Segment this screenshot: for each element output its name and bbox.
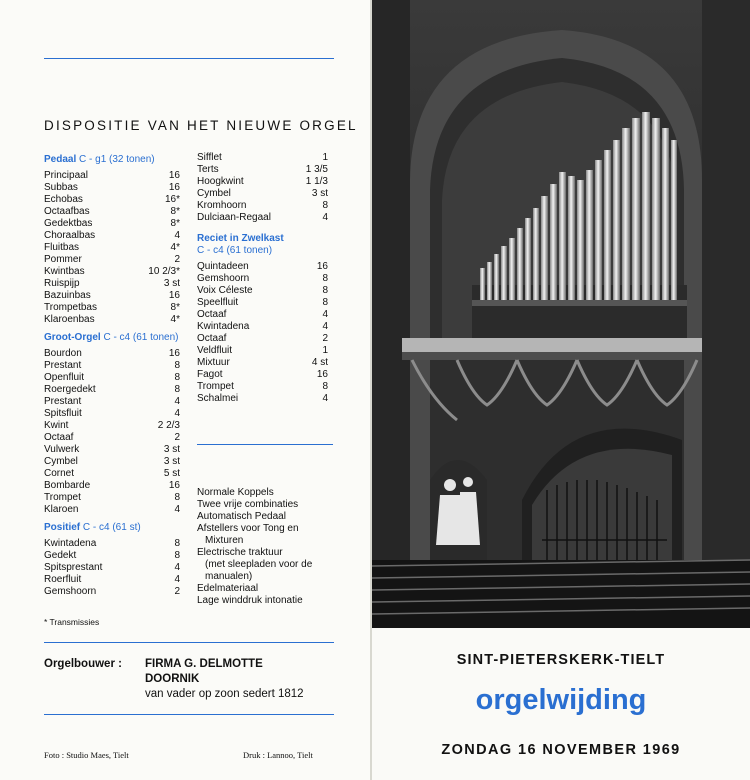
builder-block bbox=[145, 657, 304, 702]
stop-row bbox=[197, 297, 328, 309]
stop-name: Gedekt bbox=[44, 550, 77, 561]
stop-row bbox=[44, 384, 180, 396]
features-list bbox=[197, 487, 337, 607]
feature-item: Electrische traktuur bbox=[197, 547, 283, 558]
stop-name: Kwintadena bbox=[197, 321, 250, 332]
stop-name: Ruispijp bbox=[44, 278, 80, 289]
stop-row bbox=[44, 206, 180, 218]
stop-name: Octaaf bbox=[197, 333, 227, 344]
stop-value: 8 bbox=[174, 538, 180, 549]
stop-row bbox=[44, 302, 180, 314]
section-groot-orgel-header: Groot-Orgel C - c4 (61 tonen) bbox=[44, 332, 179, 343]
feature-item: Automatisch Pedaal bbox=[197, 511, 286, 522]
stop-value: 8 bbox=[322, 297, 328, 308]
stop-name: Choraalbas bbox=[44, 230, 96, 241]
stop-value: 16 bbox=[168, 170, 180, 181]
stop-value: 3 st bbox=[163, 456, 180, 467]
stop-value: 3 st bbox=[163, 444, 180, 455]
stop-name: Bazuinbas bbox=[44, 290, 91, 301]
stop-name: Gedektbas bbox=[44, 218, 93, 229]
stop-row bbox=[197, 152, 328, 164]
stop-row bbox=[197, 273, 328, 285]
stop-value: 8* bbox=[170, 218, 180, 229]
stop-name: Trompetbas bbox=[44, 302, 97, 313]
pedaal-stop-list bbox=[44, 170, 180, 326]
builder-city: DOORNIK bbox=[145, 673, 200, 685]
stop-value: 8* bbox=[170, 302, 180, 313]
stop-name: Principaal bbox=[44, 170, 88, 181]
stop-row bbox=[197, 212, 328, 224]
stop-row bbox=[44, 504, 180, 516]
stop-row bbox=[44, 432, 180, 444]
stop-row bbox=[44, 538, 180, 550]
reciet-stop-list bbox=[197, 261, 328, 405]
stop-name: Vulwerk bbox=[44, 444, 80, 455]
stop-value: 8 bbox=[322, 273, 328, 284]
stop-value: 4 bbox=[322, 309, 328, 320]
stop-row bbox=[197, 188, 328, 200]
stop-row bbox=[44, 586, 180, 598]
stop-name: Sifflet bbox=[197, 152, 222, 163]
stop-name: Pommer bbox=[44, 254, 82, 265]
stop-name: Subbas bbox=[44, 182, 78, 193]
stop-value: 4* bbox=[170, 242, 180, 253]
stop-row bbox=[44, 230, 180, 242]
stop-value: 8 bbox=[322, 381, 328, 392]
stop-name: Kwintbas bbox=[44, 266, 85, 277]
stop-row bbox=[44, 218, 180, 230]
stop-name: Quintadeen bbox=[197, 261, 249, 272]
stop-name: Prestant bbox=[44, 396, 82, 407]
section-positief-header: Positief C - c4 (61 st) bbox=[44, 522, 141, 533]
stop-value: 8* bbox=[170, 206, 180, 217]
stop-name: Kwint bbox=[44, 420, 69, 431]
stop-value: 4 bbox=[322, 393, 328, 404]
stop-row bbox=[44, 194, 180, 206]
stop-name: Dulciaan-Regaal bbox=[197, 212, 271, 223]
stop-value: 4 bbox=[174, 562, 180, 573]
stop-value: 5 st bbox=[163, 468, 180, 479]
event-title: orgelwijding bbox=[475, 684, 647, 716]
stop-name: Klaroenbas bbox=[44, 314, 95, 325]
stop-value: 2 bbox=[174, 254, 180, 265]
stop-row bbox=[44, 492, 180, 504]
stop-row bbox=[44, 182, 180, 194]
stop-row bbox=[197, 285, 328, 297]
church-organ-photo bbox=[372, 0, 750, 628]
right-column bbox=[197, 152, 328, 405]
stop-row bbox=[44, 574, 180, 586]
stop-row bbox=[197, 357, 328, 369]
stop-name: Cornet bbox=[44, 468, 75, 479]
top-rule bbox=[44, 58, 334, 59]
feature-item: Normale Koppels bbox=[197, 487, 274, 498]
stop-name: Trompet bbox=[44, 492, 81, 503]
stop-row bbox=[44, 420, 180, 432]
builder-bottom-rule bbox=[44, 714, 334, 715]
stop-value: 8 bbox=[174, 384, 180, 395]
feature-item: Afstellers voor Tong en bbox=[197, 523, 299, 534]
stop-name: Bourdon bbox=[44, 348, 82, 359]
section-pedaal-header: Pedaal C - g1 (32 tonen) bbox=[44, 154, 155, 165]
stop-row bbox=[197, 345, 328, 357]
stop-name: Hoogkwint bbox=[197, 176, 244, 187]
stop-name: Octaaf bbox=[44, 432, 74, 443]
stop-name: Mixtuur bbox=[197, 357, 230, 368]
stop-row bbox=[197, 381, 328, 393]
stop-value: 8 bbox=[322, 200, 328, 211]
stop-row bbox=[44, 242, 180, 254]
stop-row bbox=[197, 176, 328, 188]
stop-name: Voix Céleste bbox=[197, 285, 253, 296]
stop-value: 1 bbox=[322, 152, 328, 163]
stop-row bbox=[44, 408, 180, 420]
transmissions-note: * Transmissies bbox=[44, 617, 100, 627]
stop-name: Roergedekt bbox=[44, 384, 96, 395]
stop-row bbox=[197, 333, 328, 345]
page-title: DISPOSITIE VAN HET NIEUWE ORGEL bbox=[44, 118, 358, 133]
stop-value: 2 bbox=[174, 432, 180, 443]
positief-continued-stop-list bbox=[197, 152, 328, 224]
stop-row bbox=[44, 290, 180, 302]
stop-name: Roerfluit bbox=[44, 574, 82, 585]
stop-value: 8 bbox=[174, 492, 180, 503]
stop-name: Cymbel bbox=[197, 188, 231, 199]
feature-item: Lage winddruk intonatie bbox=[197, 595, 303, 606]
stop-name: Speelfluit bbox=[197, 297, 239, 308]
specification-page bbox=[0, 0, 370, 780]
section-reciet-range: C - c4 (61 tonen) bbox=[197, 245, 273, 256]
stop-value: 1 3/5 bbox=[305, 164, 328, 175]
stop-name: Trompet bbox=[197, 381, 234, 392]
stop-name: Openfluit bbox=[44, 372, 85, 383]
stop-value: 1 bbox=[322, 345, 328, 356]
stop-value: 4 bbox=[174, 408, 180, 419]
stop-row bbox=[197, 393, 328, 405]
stop-row bbox=[44, 314, 180, 326]
stop-value: 16 bbox=[168, 290, 180, 301]
stop-value: 10 2/3* bbox=[148, 266, 180, 277]
section-reciet-header: Reciet in Zwelkast bbox=[197, 233, 284, 244]
stop-name: Kromhoorn bbox=[197, 200, 247, 211]
stop-value: 4 bbox=[322, 212, 328, 223]
stop-name: Spitsprestant bbox=[44, 562, 103, 573]
cover-page bbox=[372, 0, 750, 780]
stop-value: 3 st bbox=[163, 278, 180, 289]
event-date: ZONDAG 16 NOVEMBER 1969 bbox=[441, 742, 681, 758]
left-column bbox=[44, 154, 180, 598]
stop-name: Spitsfluit bbox=[44, 408, 82, 419]
stop-name: Schalmei bbox=[197, 393, 239, 404]
stop-row bbox=[197, 164, 328, 176]
stop-name: Prestant bbox=[44, 360, 82, 371]
stop-name: Gemshoorn bbox=[197, 273, 250, 284]
stop-name: Octaafbas bbox=[44, 206, 90, 217]
stop-value: 4* bbox=[170, 314, 180, 325]
photo-credit: Foto : Studio Maes, Tielt bbox=[44, 750, 129, 760]
stop-value: 8 bbox=[322, 285, 328, 296]
stop-name: Bombarde bbox=[44, 480, 91, 491]
builder-label: Orgelbouwer : bbox=[44, 658, 122, 670]
builder-top-rule bbox=[44, 642, 334, 643]
stop-row bbox=[44, 360, 180, 372]
stop-row bbox=[44, 348, 180, 360]
print-credit: Druk : Lannoo, Tielt bbox=[243, 750, 313, 760]
stop-row bbox=[197, 309, 328, 321]
stop-value: 3 st bbox=[311, 188, 328, 199]
stop-row bbox=[44, 444, 180, 456]
stop-row bbox=[44, 170, 180, 182]
stop-row bbox=[197, 369, 328, 381]
stop-value: 2 bbox=[174, 586, 180, 597]
stop-name: Klaroen bbox=[44, 504, 79, 515]
stop-row bbox=[197, 321, 328, 333]
stop-value: 8 bbox=[174, 550, 180, 561]
stop-row bbox=[44, 468, 180, 480]
stop-value: 16* bbox=[164, 194, 180, 205]
column-rule bbox=[197, 444, 333, 445]
stop-value: 4 bbox=[174, 230, 180, 241]
stop-name: Terts bbox=[197, 164, 219, 175]
stop-name: Veldfluit bbox=[197, 345, 233, 356]
stop-row bbox=[44, 456, 180, 468]
stop-row bbox=[44, 550, 180, 562]
stop-row bbox=[197, 200, 328, 212]
builder-firm: FIRMA G. DELMOTTE bbox=[145, 658, 263, 670]
stop-value: 1 1/3 bbox=[305, 176, 328, 187]
stop-name: Echobas bbox=[44, 194, 83, 205]
stop-value: 2 bbox=[322, 333, 328, 344]
stop-value: 4 bbox=[174, 504, 180, 515]
stop-value: 16 bbox=[316, 369, 328, 380]
feature-item: Twee vrije combinaties bbox=[197, 499, 299, 510]
stop-value: 16 bbox=[168, 480, 180, 491]
feature-item: Edelmateriaal bbox=[197, 583, 259, 594]
stop-value: 16 bbox=[316, 261, 328, 272]
builder-since: van vader op zoon sedert 1812 bbox=[145, 688, 304, 700]
stop-name: Fluitbas bbox=[44, 242, 80, 253]
feature-item: (met sleepladen voor de bbox=[205, 559, 313, 570]
stop-row bbox=[44, 254, 180, 266]
stop-name: Octaaf bbox=[197, 309, 227, 320]
stop-row bbox=[44, 396, 180, 408]
stop-value: 16 bbox=[168, 348, 180, 359]
feature-item: manualen) bbox=[205, 571, 253, 582]
stop-row bbox=[44, 562, 180, 574]
stop-value: 8 bbox=[174, 372, 180, 383]
stop-row bbox=[44, 266, 180, 278]
feature-item: Mixturen bbox=[205, 535, 244, 546]
church-name: SINT-PIETERSKERK-TIELT bbox=[456, 652, 666, 668]
stop-row bbox=[44, 372, 180, 384]
stop-name: Gemshoorn bbox=[44, 586, 97, 597]
stop-name: Cymbel bbox=[44, 456, 78, 467]
stop-value: 4 st bbox=[311, 357, 328, 368]
stop-row bbox=[44, 278, 180, 290]
stop-value: 4 bbox=[174, 574, 180, 585]
groot-orgel-stop-list bbox=[44, 348, 180, 516]
stop-value: 4 bbox=[322, 321, 328, 332]
stop-value: 4 bbox=[174, 396, 180, 407]
stop-value: 16 bbox=[168, 182, 180, 193]
stop-row bbox=[197, 261, 328, 273]
stop-name: Fagot bbox=[197, 369, 223, 380]
stop-value: 2 2/3 bbox=[157, 420, 180, 431]
stop-value: 8 bbox=[174, 360, 180, 371]
positief-stop-list bbox=[44, 538, 180, 598]
stop-row bbox=[44, 480, 180, 492]
stop-name: Kwintadena bbox=[44, 538, 97, 549]
